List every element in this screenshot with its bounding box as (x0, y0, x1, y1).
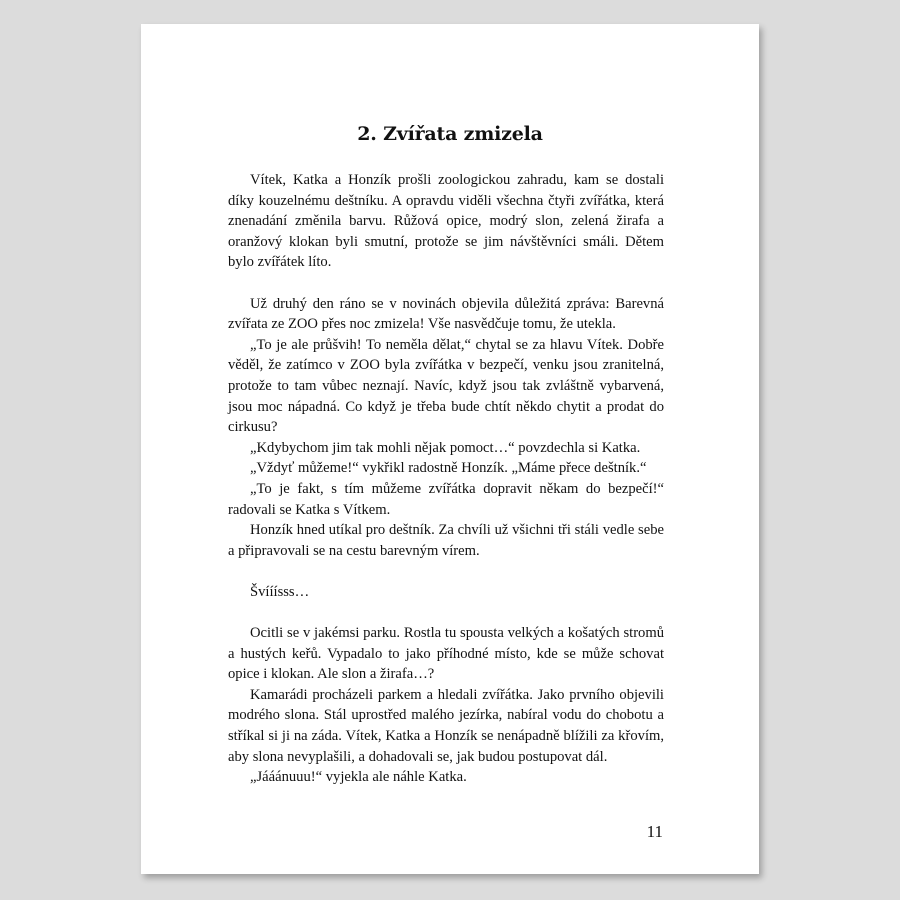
chapter-body (228, 170, 664, 788)
paragraph: Švííísss… (250, 583, 310, 600)
paragraph: „To je fakt, s tím můžeme zvířátka dopravit někam do bezpečí!“ radovali se Katka s Vítkem. (228, 480, 664, 518)
paragraph-gap (228, 602, 664, 623)
paragraph: Honzík hned utíkal pro deštník. Za chvíli už všichni tři stáli vedle sebe a připravovali se na cestu barevným vírem. (228, 522, 664, 559)
paragraph: „Vždyť můžeme!“ vykřikl radostně Honzík. „Máme přece deštník.“ (250, 460, 647, 477)
paragraph: „Kdybychom jim tak mohli nějak pomoct…“ povzdechla si Katka. (250, 439, 641, 456)
paragraph-gap (228, 561, 664, 582)
paragraph: Už druhý den ráno se v novinách objevila důležitá zpráva: Barevná zvířata ze ZOO přes noc zmizela! Vše nasvědčuje tomu, že utekla. (228, 295, 664, 333)
paragraph: Kamarádi procházeli parkem a hledali zvířátka. Jako prvního objevili modrého slona. Stál uprostřed malého jezírka, nabíral vodu do chobotu a stříkal si ji na záda. Vítek, Katka a Honzík se nenápadně blížili za křovím, aby slona nevyplašili, a dohadovali se, jak budou postupovat dál. (228, 686, 664, 765)
paragraph: Vítek, Katka a Honzík prošli zoologickou zahradu, kam se dostali díky kouzelnému deštníku. A opravdu viděli všechna čtyři zvířátka, která znenadání změnila barvu. Růžová opice, modrý slon, zelená žirafa a oranžový klokan byli smutní, protože se jim návštěvníci smáli. Dětem bylo zvířátek líto. (228, 172, 664, 271)
paragraph-gap (228, 273, 664, 294)
paragraph: „To je ale průšvih! To neměla dělat,“ chytal se za hlavu Vítek. Dobře věděl, že zatímco v ZOO byla zvířátka v bezpečí, venku jsou zranitelná, protože to tam vůbec neznají. Navíc, když jsou tak zvláštně vybarvená, jsou moc nápadná. Co když je třeba bude chtít někdo chytit a prodat do cirkusu? (228, 336, 664, 436)
paragraph: „Jááánuuu!“ vyjekla ale náhle Katka. (250, 769, 467, 786)
page-number: 11 (646, 822, 663, 841)
book-page (141, 24, 759, 874)
chapter-title: 2. Zvířata zmizela (357, 123, 543, 145)
paragraph: Ocitli se v jakémsi parku. Rostla tu spousta velkých a košatých stromů a hustých keřů. Vypadalo to jako příhodné místo, kde se může schovat opice i klokan. Ale slon a žirafa…? (228, 625, 664, 683)
